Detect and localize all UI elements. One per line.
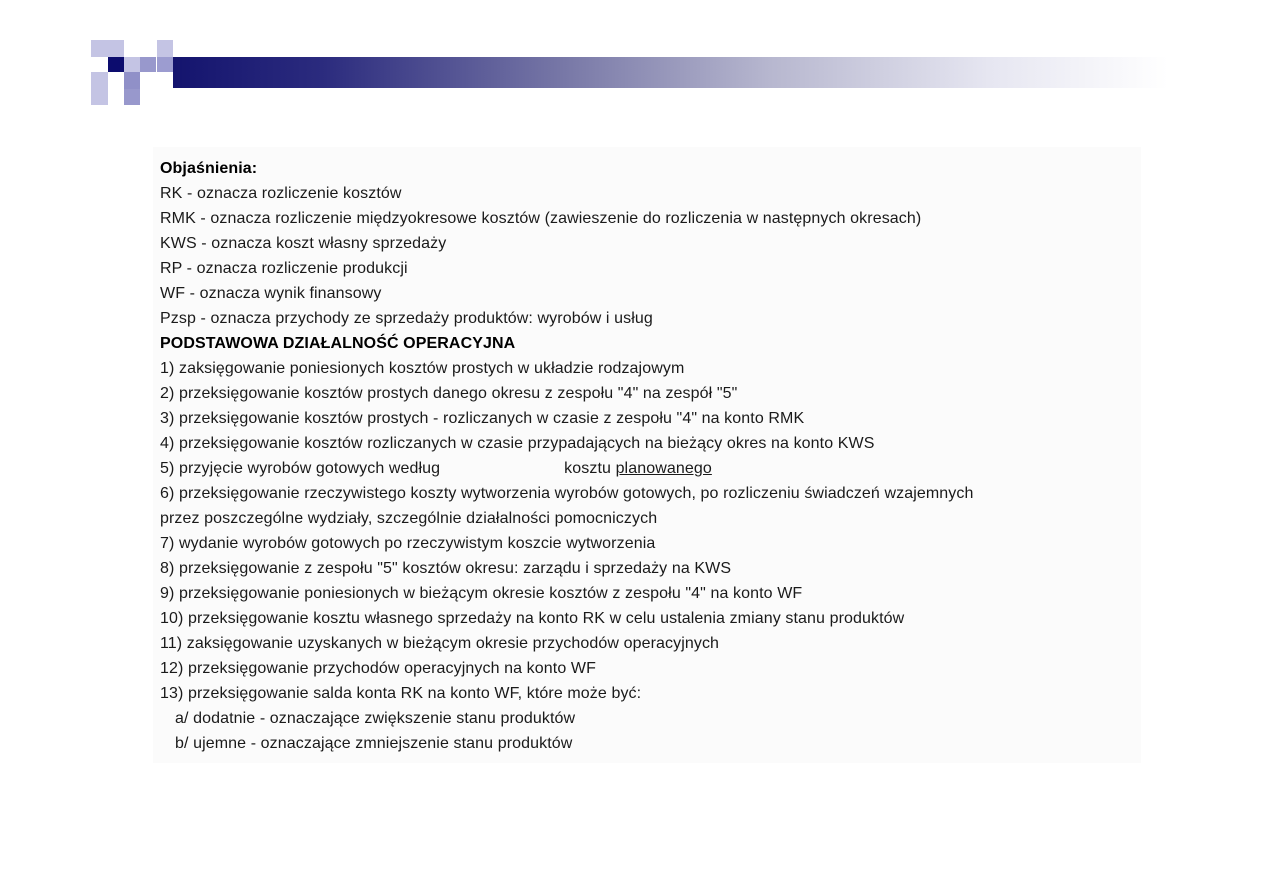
text-line: 11) zaksięgowanie uzyskanych w bieżącym okresie przychodów operacyjnych: [160, 635, 720, 652]
text-line: 6) przeksięgowanie rzeczywistego koszty wytworzenia wyrobów gotowych, po rozliczeniu świadczeń wzajemnych: [160, 485, 974, 502]
logo-square: [124, 57, 140, 72]
logo-square: [91, 72, 108, 105]
text-line: RK - oznacza rozliczenie kosztów: [160, 185, 402, 202]
logo-square: [124, 89, 140, 105]
text-line-cost: kosztu: [564, 460, 616, 477]
logo-square: [91, 40, 124, 57]
text-line: 8) przeksięgowanie z zespołu "5" kosztów okresu: zarządu i sprzedaży na KWS: [160, 560, 732, 577]
text-line: 7) wydanie wyrobów gotowych po rzeczywistym koszcie wytworzenia: [160, 535, 656, 552]
explanations-panel: [153, 147, 1141, 763]
text-line: KWS - oznacza koszt własny sprzedaży: [160, 235, 447, 252]
text-line: 3) przeksięgowanie kosztów prostych - rozliczanych w czasie z zespołu "4" na konto RMK: [160, 410, 805, 427]
text-line: a/ dodatnie - oznaczające zwiększenie stanu produktów: [175, 710, 576, 727]
text-line: 12) przeksięgowanie przychodów operacyjnych na konto WF: [160, 660, 596, 677]
text-line: WF - oznacza wynik finansowy: [160, 285, 382, 302]
logo-square: [140, 57, 156, 72]
slide-header-gradient-bar: [173, 57, 1168, 88]
underlined-word: planowanego: [615, 460, 712, 477]
text-line: RMK - oznacza rozliczenie międzyokresowe kosztów (zawieszenie do rozliczenia w następnych okresach): [160, 210, 922, 227]
logo-square: [108, 57, 124, 72]
logo-square: [124, 72, 140, 89]
text-line: 13) przeksięgowanie salda konta RK na konto WF, które może być:: [160, 685, 642, 702]
text-line: 10) przeksięgowanie kosztu własnego sprzedaży na konto RK w celu ustalenia zmiany stanu produktów: [160, 610, 905, 627]
heading-explanations: Objaśnienia:: [160, 160, 258, 177]
text-line: b/ ujemne - oznaczające zmniejszenie stanu produktów: [175, 735, 573, 752]
text-line: [160, 459, 712, 479]
logo-square: [157, 57, 173, 72]
text-line: 2) przeksięgowanie kosztów prostych danego okresu z zespołu "4" na zespół "5": [160, 385, 738, 402]
text-line: Pzsp - oznacza przychody ze sprzedaży produktów: wyrobów i usług: [160, 310, 653, 327]
text-line: przez poszczególne wydziały, szczególnie działalności pomocniczych: [160, 510, 658, 527]
text-line: 4) przeksięgowanie kosztów rozliczanych w czasie przypadających na bieżący okres na konto KWS: [160, 435, 875, 452]
heading-core-operations: PODSTAWOWA DZIAŁALNOŚĆ OPERACYJNA: [160, 335, 516, 352]
text-line: RP - oznacza rozliczenie produkcji: [160, 260, 408, 277]
slide-logo-squares: [91, 40, 181, 110]
logo-square: [157, 40, 173, 57]
text-line-start: 5) przyjęcie wyrobów gotowych według: [160, 460, 441, 477]
text-line: 1) zaksięgowanie poniesionych kosztów prostych w układzie rodzajowym: [160, 360, 685, 377]
text-line: 9) przeksięgowanie poniesionych w bieżącym okresie kosztów z zespołu "4" na konto WF: [160, 585, 803, 602]
